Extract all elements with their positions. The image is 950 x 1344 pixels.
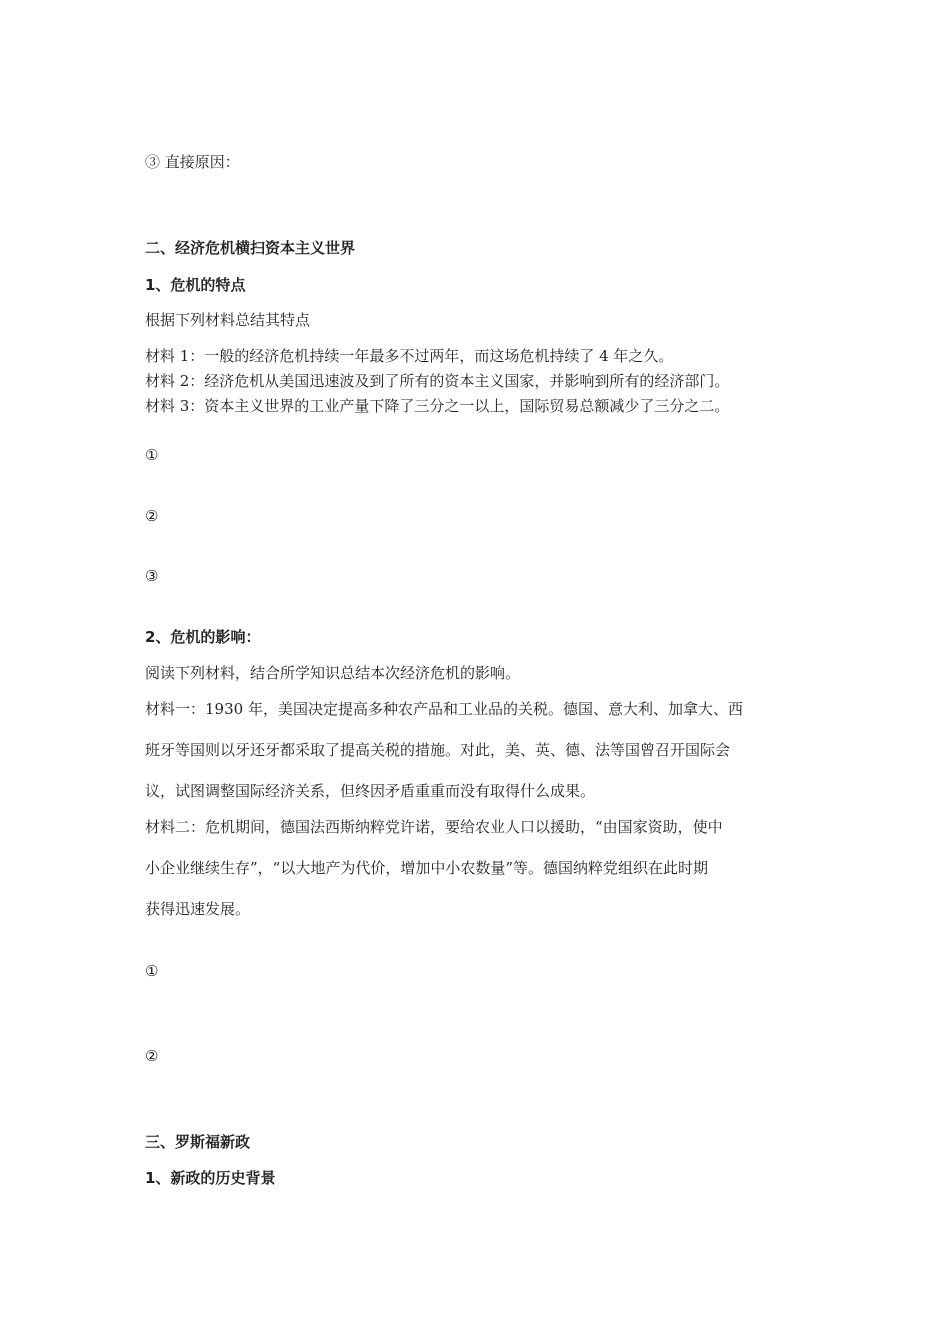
answer-marker-3: ③ xyxy=(145,567,159,585)
material-3: 材料 3：资本主义世界的工业产量下降了三分之一以上，国际贸易总额减少了三分之二。 xyxy=(145,397,730,415)
subsection-heading-new-deal-background: 1、新政的历史背景 xyxy=(145,1169,276,1187)
direct-cause-line: ③ 直接原因： xyxy=(145,153,240,171)
subsection-heading-crisis-features: 1、危机的特点 xyxy=(145,276,246,294)
material-2: 材料 2：经济危机从美国迅速波及到了所有的资本主义国家，并影响到所有的经济部门。 xyxy=(145,372,730,390)
material-b-line-2: 小企业继续生存”，“以大地产为代价，增加中小农数量”等。德国纳粹党组织在此时期 xyxy=(145,859,709,877)
material-a-line-3: 议，试图调整国际经济关系，但终因矛盾重重而没有取得什么成果。 xyxy=(145,782,596,800)
material-a-line-2: 班牙等国则以牙还牙都采取了提高关税的措施。对此，美、英、德、法等国曾召开国际会 xyxy=(145,741,731,759)
answer-marker-1: ① xyxy=(145,446,159,464)
impact-answer-marker-2: ② xyxy=(145,1047,159,1065)
section-heading-2: 二、经济危机横扫资本主义世界 xyxy=(145,239,356,257)
impact-answer-marker-1: ① xyxy=(145,962,159,980)
prompt-features: 根据下列材料总结其特点 xyxy=(145,311,311,329)
material-b-line-3: 获得迅速发展。 xyxy=(145,900,251,918)
answer-marker-2: ② xyxy=(145,507,159,525)
material-a-line-1: 材料一：1930 年，美国决定提高多种农产品和工业品的关税。德国、意大利、加拿大、西 xyxy=(145,700,743,718)
subsection-heading-crisis-impact: 2、危机的影响： xyxy=(145,628,261,646)
material-b-line-1: 材料二：危机期间，德国法西斯纳粹党许诺，要给农业人口以援助，“由国家资助，使中 xyxy=(145,818,723,836)
material-1: 材料 1：一般的经济危机持续一年最多不过两年，而这场危机持续了 4 年之久。 xyxy=(145,347,674,365)
prompt-impact: 阅读下列材料，结合所学知识总结本次经济危机的影响。 xyxy=(145,664,521,682)
section-heading-3: 三、罗斯福新政 xyxy=(145,1133,251,1151)
